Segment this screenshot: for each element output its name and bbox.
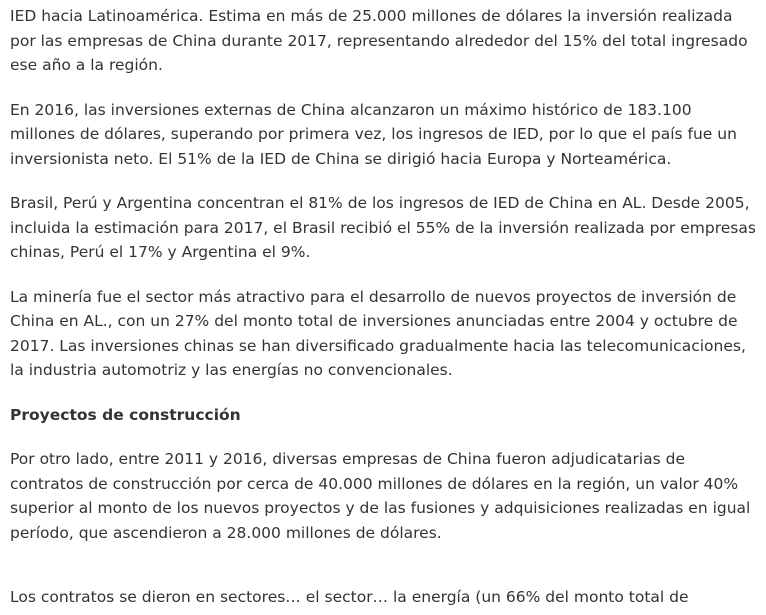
section-heading-construccion: Proyectos de construcción <box>10 405 241 424</box>
paragraph-partial-cutoff <box>10 585 758 615</box>
article-body <box>10 4 758 565</box>
paragraph-contratos-construccion: Por otro lado, entre 2011 y 2016, diversas empresas de China fueron adjudicatarias de contratos de construcción por cerca de 40.000 millones de dólares en la región, un valor 40% superior al monto de los nuevos proyectos y de las fusiones y adquisiciones realizadas en igual período, que ascendieron a 28.000 millones de dólares. <box>10 450 751 542</box>
paragraph-mineria: La minería fue el sector más atractivo para el desarrollo de nuevos proyectos de inversión de China en AL., con un 27% del monto total de inversiones anunciadas entre 2004 y octubre de 2017. Las inversiones chinas se han diversificado gradualmente hacia las telecomunicaciones, la industria automotriz y las energías no convencionales. <box>10 287 746 379</box>
paragraph-ied-latinoamerica: IED hacia Latinoamérica. Estima en más de 25.000 millones de dólares la inversión realizada por las empresas de China durante 2017, representando alrededor del 15% del total ingresado ese año a la región. <box>10 7 748 74</box>
paragraph-brasil-peru-argentina: Brasil, Perú y Argentina concentran el 81% de los ingresos de IED de China en AL. Desde 2005, incluida la estimación para 2017, el Brasil recibió el 55% de la inversión realizada por empresas chinas, Perú el 17% y Argentina el 9%. <box>10 194 756 261</box>
paragraph-inversiones-2016: En 2016, las inversiones externas de China alcanzaron un máximo histórico de 183.100 millones de dólares, superando por primera vez, los ingresos de IED, por lo que el país fue un inversionista neto. El 51% de la IED de China se dirigió hacia Europa y Norteamérica. <box>10 100 737 168</box>
paragraph-partial-text: Los contratos se dieron en sectores… el sector… la energía (un 66% del monto total de <box>10 588 689 606</box>
